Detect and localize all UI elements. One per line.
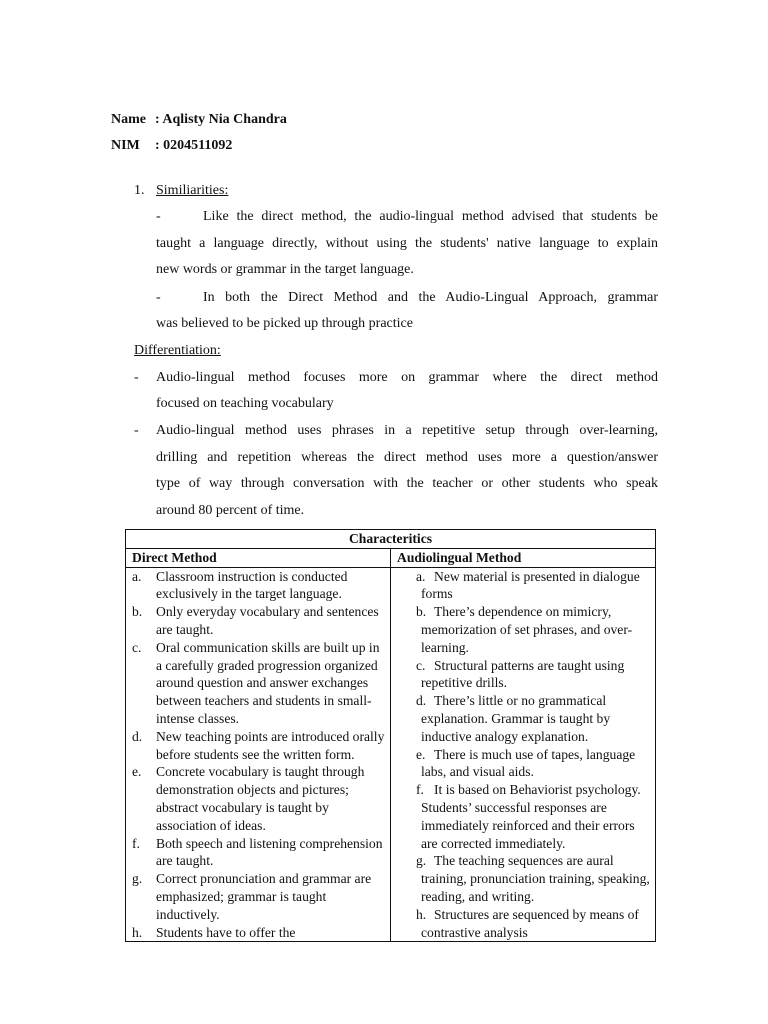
direct-method-cell bbox=[126, 567, 391, 942]
item-marker: c. bbox=[132, 639, 142, 655]
item-text: Oral communication skills are built up in a carefully graded progression organized around question and answer exchanges between teachers and students in small-intense classes. bbox=[156, 639, 380, 726]
item-marker: b. bbox=[416, 604, 427, 620]
item-marker: a. bbox=[132, 568, 142, 584]
bullet-marker: - bbox=[156, 209, 161, 224]
direct-method-item bbox=[126, 835, 390, 871]
similarity-line: In both the Direct Method and the Audio-Lingual Approach, grammar bbox=[203, 290, 658, 305]
bullet-marker: - bbox=[134, 423, 139, 438]
differentiation-line: Audio-lingual method focuses more on grammar where the direct method bbox=[156, 370, 658, 385]
direct-method-item bbox=[126, 603, 390, 639]
audiolingual-method-item bbox=[391, 781, 655, 852]
similarity-line: new words or grammar in the target language. bbox=[156, 262, 414, 277]
item-text: Classroom instruction is conducted exclusively in the target language. bbox=[156, 568, 348, 602]
differentiation-line: type of way through conversation with the teacher or other students who speak bbox=[156, 476, 658, 491]
direct-method-item bbox=[126, 924, 390, 942]
audiolingual-method-item bbox=[391, 603, 655, 656]
item-marker: e. bbox=[132, 764, 142, 780]
bullet-marker: - bbox=[156, 290, 161, 305]
audiolingual-method-header: Audiolingual Method bbox=[391, 548, 656, 567]
item-text: There is much use of tapes, language labs, and visual aids. bbox=[421, 746, 636, 780]
direct-method-item bbox=[126, 870, 390, 923]
item-text: Correct pronunciation and grammar are emphasized; grammar is taught inductively. bbox=[156, 871, 372, 922]
table-caption: Characteritics bbox=[126, 530, 656, 549]
item-text: Students have to offer the bbox=[156, 924, 296, 940]
characteristics-table bbox=[125, 529, 656, 942]
item-text: New material is presented in dialogue forms bbox=[421, 568, 640, 602]
item-text: Only everyday vocabulary and sentences are taught. bbox=[156, 604, 379, 637]
audiolingual-method-item bbox=[391, 657, 655, 693]
item-marker: f. bbox=[132, 835, 140, 851]
item-text: Both speech and listening comprehension are taught. bbox=[156, 835, 383, 869]
audiolingual-method-item bbox=[391, 568, 655, 604]
item-text: There’s dependence on mimicry, memorization of set phrases, and over-learning. bbox=[421, 604, 633, 655]
item-marker: h. bbox=[416, 906, 427, 922]
direct-method-header: Direct Method bbox=[126, 548, 391, 567]
name-label: Name bbox=[111, 112, 146, 127]
item-text: Structures are sequenced by means of contrastive analysis bbox=[421, 906, 639, 940]
direct-method-item bbox=[126, 639, 390, 728]
nim-label: NIM bbox=[111, 138, 140, 153]
audiolingual-method-cell bbox=[391, 567, 656, 942]
item-marker: d. bbox=[132, 728, 143, 744]
item-text: New teaching points are introduced orally before students see the written form. bbox=[156, 728, 385, 762]
similarity-line: taught a language directly, without using the students' native language to explain bbox=[156, 236, 658, 251]
similarity-line: Like the direct method, the audio-lingual method advised that students be bbox=[203, 209, 658, 224]
audiolingual-method-list bbox=[391, 568, 655, 942]
item-marker: g. bbox=[416, 853, 427, 869]
item-text: It is based on Behaviorist psychology. Students’ successful responses are immediately reinforced and their errors are corrected immediately. bbox=[421, 782, 641, 851]
audiolingual-method-item bbox=[391, 852, 655, 905]
direct-method-list bbox=[126, 568, 390, 942]
audiolingual-method-item bbox=[391, 906, 655, 942]
differentiation-line: focused on teaching vocabulary bbox=[156, 396, 334, 411]
direct-method-item bbox=[126, 568, 390, 604]
direct-method-item bbox=[126, 763, 390, 834]
item-text: The teaching sequences are aural training, pronunciation training, speaking, reading, and writing. bbox=[421, 853, 650, 904]
item-marker: a. bbox=[416, 568, 426, 584]
audiolingual-method-item bbox=[391, 746, 655, 782]
item-marker: b. bbox=[132, 604, 143, 620]
item-marker: e. bbox=[416, 746, 426, 762]
nim-value: : 0204511092 bbox=[155, 138, 233, 153]
direct-method-item bbox=[126, 728, 390, 764]
item-marker: h. bbox=[132, 924, 143, 940]
item-text: There’s little or no grammatical explanation. Grammar is taught by inductive analogy explanation. bbox=[421, 693, 611, 744]
item-marker: g. bbox=[132, 871, 143, 887]
differentiation-line: drilling and repetition whereas the direct method uses more a question/answer bbox=[156, 450, 658, 465]
bullet-marker: - bbox=[134, 370, 139, 385]
differentiation-line: around 80 percent of time. bbox=[156, 503, 305, 518]
section-number: 1. bbox=[134, 183, 145, 198]
similarity-line: was believed to be picked up through practice bbox=[156, 316, 413, 331]
item-text: Concrete vocabulary is taught through demonstration objects and pictures; abstract vocabulary is taught by association of ideas. bbox=[156, 764, 365, 833]
differentiation-heading: Differentiation: bbox=[134, 343, 221, 358]
item-marker: f. bbox=[416, 782, 424, 798]
audiolingual-method-item bbox=[391, 692, 655, 745]
item-marker: c. bbox=[416, 657, 426, 673]
name-value: : Aqlisty Nia Chandra bbox=[155, 112, 287, 127]
similarities-heading: Similiarities: bbox=[156, 183, 229, 198]
differentiation-line: Audio-lingual method uses phrases in a repetitive setup through over-learning, bbox=[156, 423, 658, 438]
item-marker: d. bbox=[416, 693, 427, 709]
item-text: Structural patterns are taught using repetitive drills. bbox=[421, 657, 625, 691]
